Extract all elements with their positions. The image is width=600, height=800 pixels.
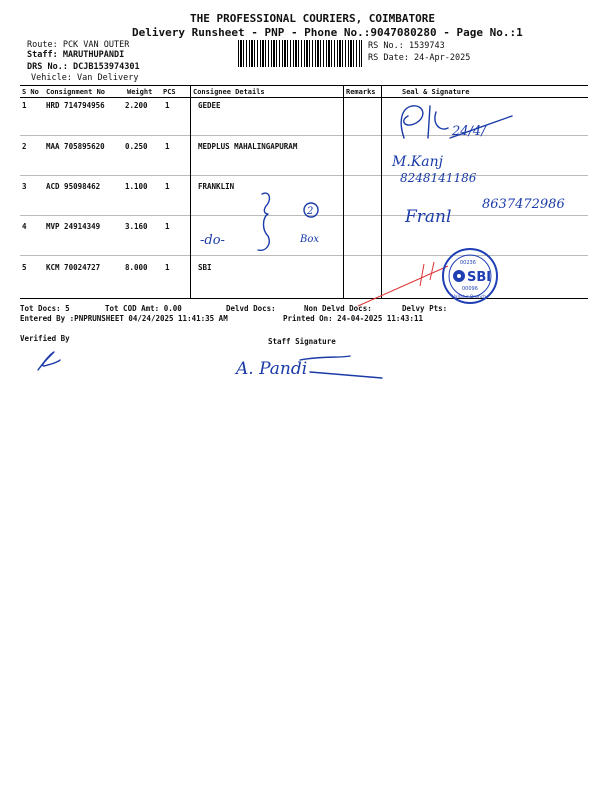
vehicle-label: Vehicle: Van Delivery bbox=[31, 73, 139, 83]
row-sno: 4 bbox=[22, 222, 27, 231]
signature-row-3-name: Franl bbox=[405, 207, 452, 227]
row-consignment: MVP 24914349 bbox=[46, 222, 101, 231]
signature-row-1-date: 24/4/ bbox=[452, 124, 486, 139]
company-title: THE PROFESSIONAL COURIERS, COIMBATORE bbox=[190, 12, 436, 25]
rs-date: RS Date: 24-Apr-2025 bbox=[368, 53, 471, 63]
col-header-consignee: Consignee Details bbox=[193, 88, 265, 96]
row-weight: 1.100 bbox=[125, 182, 148, 191]
signature-row-1 bbox=[401, 106, 512, 139]
stamp-bank-name: SBI bbox=[467, 270, 492, 285]
delivered-docs: Delvd Docs: bbox=[226, 304, 276, 313]
row-pcs: 1 bbox=[165, 263, 170, 272]
staff-signature-stroke bbox=[300, 356, 382, 378]
red-stroke-mark bbox=[358, 262, 448, 306]
runsheet-subtitle: Delivery Runsheet - PNP - Phone No.:9047080280 - Page No.:1 bbox=[132, 26, 523, 39]
col-header-weight: Weight bbox=[127, 88, 153, 96]
row-sno: 3 bbox=[22, 182, 27, 191]
printed-on: Printed On: 24-04-2025 11:43:11 bbox=[283, 314, 423, 323]
row-consignment: ACD 95098462 bbox=[46, 182, 101, 191]
total-cod-amount: Tot COD Amt: 0.00 bbox=[105, 304, 182, 313]
row-consignment: KCM 70024727 bbox=[46, 263, 101, 272]
entered-by: Entered By :PNPRUNSHEET 04/24/2025 11:41:35 AM bbox=[20, 314, 228, 323]
row-pcs: 1 bbox=[165, 182, 170, 191]
delivery-points: Delvy Pts: bbox=[402, 304, 448, 313]
rs-number: RS No.: 1539743 bbox=[368, 41, 445, 51]
total-docs: Tot Docs: 5 bbox=[20, 304, 70, 313]
row-consignment: MAA 705895620 bbox=[46, 142, 105, 151]
row-consignee: GEDEE bbox=[198, 101, 221, 110]
verified-signature bbox=[38, 352, 60, 370]
row-pcs: 1 bbox=[165, 142, 170, 151]
verified-by-label: Verified By bbox=[20, 334, 70, 343]
col-header-pcs: PCS bbox=[163, 88, 176, 96]
row-pcs: 1 bbox=[165, 101, 170, 110]
row-consignment: HRD 714794956 bbox=[46, 101, 105, 110]
stamp-branch: Vallalur Branch bbox=[452, 295, 487, 300]
row-consignee: SBI bbox=[198, 263, 212, 272]
ditto-mark: -do- bbox=[200, 233, 225, 248]
non-delivered-docs: Non Delvd Docs: bbox=[304, 304, 372, 313]
signature-row-3-phone: 8637472986 bbox=[482, 197, 565, 212]
col-header-consignment: Consignment No bbox=[46, 88, 106, 96]
signature-row-2-name: M.Kanj bbox=[392, 154, 443, 170]
row-sno: 1 bbox=[22, 101, 27, 110]
col-header-seal: Seal & Signature bbox=[402, 88, 470, 96]
staff-signature-label: Staff Signature bbox=[268, 337, 336, 346]
curly-brace-mark bbox=[258, 193, 269, 250]
row-weight: 2.200 bbox=[125, 101, 148, 110]
sbi-stamp bbox=[443, 249, 497, 303]
row-sno: 2 bbox=[22, 142, 27, 151]
route-label: Route: PCK VAN OUTER bbox=[27, 40, 130, 50]
row-consignee: MEDPLUS MAHALINGAPURAM bbox=[198, 142, 298, 151]
row-weight: 8.000 bbox=[125, 263, 148, 272]
col-header-remarks: Remarks bbox=[346, 88, 376, 96]
circled-number: 2 bbox=[307, 206, 314, 217]
row-weight: 3.160 bbox=[125, 222, 148, 231]
box-note: Box bbox=[300, 234, 320, 245]
signature-row-2-phone: 8248141186 bbox=[400, 171, 477, 185]
staff-signature: A. Pandi bbox=[236, 359, 308, 379]
stamp-code: 00096 bbox=[462, 286, 478, 292]
row-pcs: 1 bbox=[165, 222, 170, 231]
row-consignee: FRANKLIN bbox=[198, 182, 235, 191]
stamp-top-code: 00236 bbox=[460, 260, 476, 266]
col-header-sno: S No bbox=[22, 88, 39, 96]
row-sno: 5 bbox=[22, 263, 27, 272]
row-weight: 0.250 bbox=[125, 142, 148, 151]
staff-label: Staff: MARUTHUPANDI bbox=[27, 50, 125, 60]
drs-number: DRS No.: DCJB153974301 bbox=[27, 62, 140, 72]
